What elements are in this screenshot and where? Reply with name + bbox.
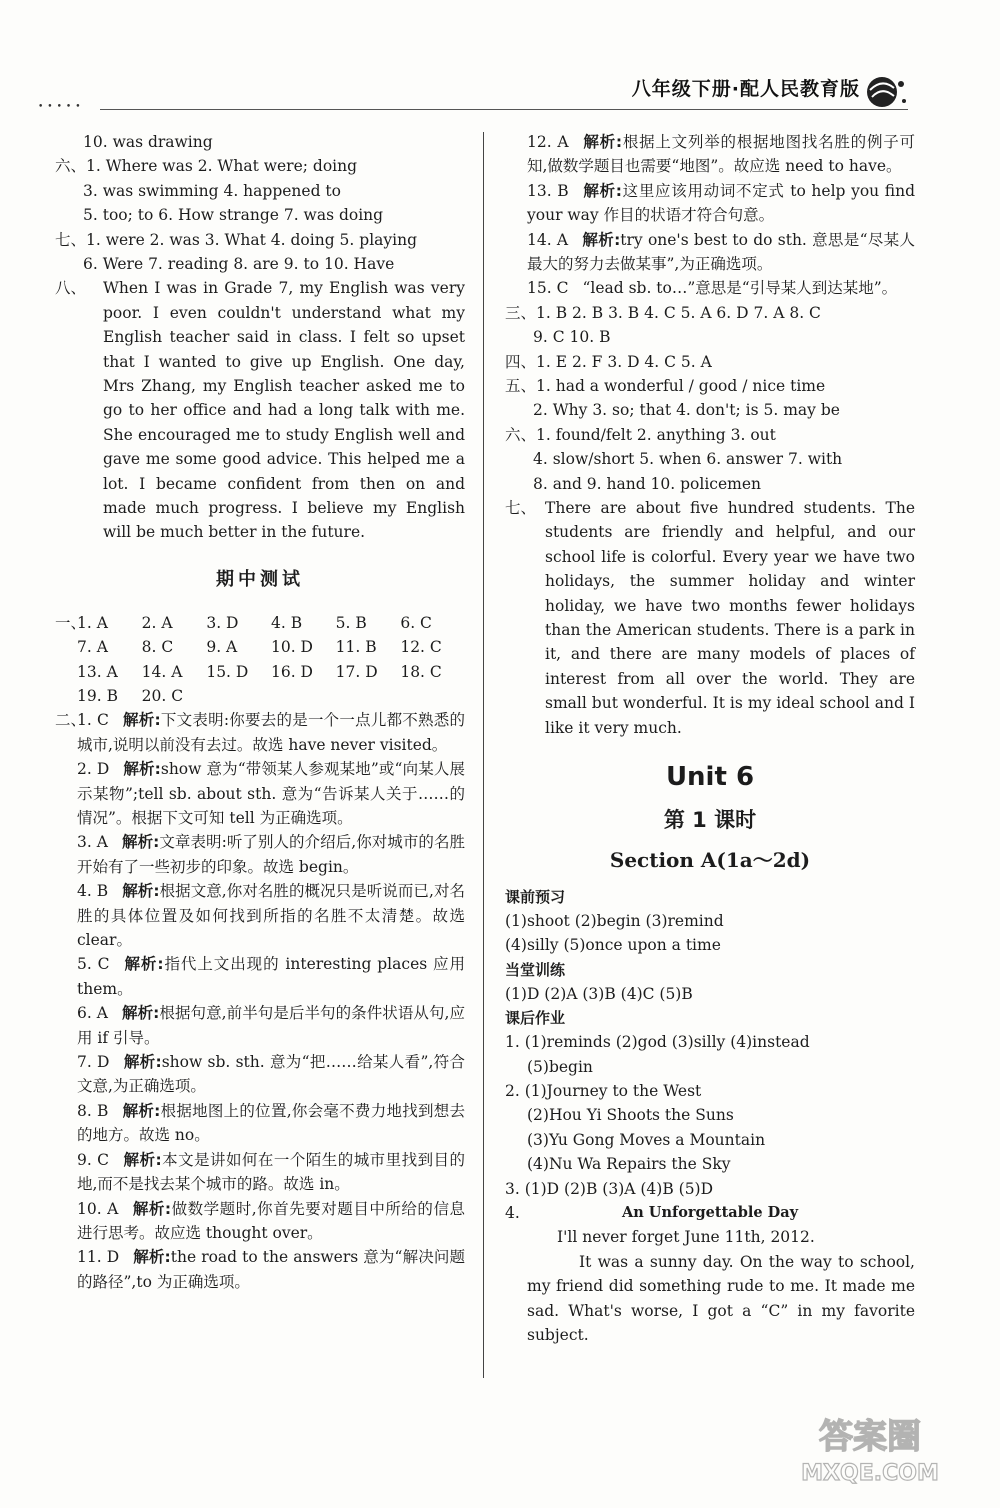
explanation-body xyxy=(77,1148,465,1197)
watermark-url: MXQE.COM xyxy=(801,1461,939,1486)
explanation-item xyxy=(55,1197,465,1246)
q4-number: 4. xyxy=(505,1203,520,1222)
explanation-prefix xyxy=(55,1148,77,1197)
homework-line: 3. (1)D (2)B (3)A (4)B (5)D xyxy=(505,1179,714,1198)
answer-line: 9. C 10. B xyxy=(533,328,611,347)
explanation-text: 做数学题时,你首先要对题目中所给的信息进行思考。故应选 thought over。 xyxy=(77,1199,465,1242)
mc-answer: 14. A xyxy=(141,662,183,681)
explanation-label: 解析: xyxy=(121,833,160,852)
watermark-text: 答案圈 xyxy=(819,1417,921,1457)
explanation-label: 解析: xyxy=(121,1004,160,1023)
explanation-prefix xyxy=(55,1099,77,1148)
explanation-body xyxy=(527,276,915,300)
midterm-title: 期中测试 xyxy=(216,568,304,590)
explanation-label: 解析: xyxy=(132,1199,172,1218)
right-essay-label: 七、 xyxy=(505,498,537,517)
answer-line: 3. was swimming 4. happened to xyxy=(83,181,341,200)
q4-title: An Unforgettable Day xyxy=(621,1203,799,1221)
explanation-body xyxy=(77,757,465,830)
explanation-item xyxy=(55,1245,465,1294)
explanation-text: 本文是讲如何在一个陌生的城市里找到目的地,而不是找去某个城市的路。故选 in。 xyxy=(77,1150,465,1194)
q4-paragraph-2: It was a sunny day. On the way to school, my friend did something rude to me. It made me sad. What's worse, I got a “C” in my favorite subject. xyxy=(527,1252,915,1344)
answer-line: 四、1. E 2. F 3. D 4. C 5. A xyxy=(505,352,712,371)
explanation-body xyxy=(527,228,915,277)
mc-answer: 10. D xyxy=(270,638,313,657)
right-essay xyxy=(505,496,915,740)
explanation-number: 1. C xyxy=(77,711,109,730)
homework-heading: 课后作业 xyxy=(505,1009,566,1028)
mc-answer: 4. B xyxy=(270,613,303,632)
explanation-body xyxy=(527,130,915,179)
mc-answer: 11. B xyxy=(335,638,377,657)
homework-line: (2)Hou Yi Shoots the Suns xyxy=(527,1106,734,1125)
answer-line: 8. and 9. hand 10. policemen xyxy=(533,474,762,493)
answer-line: 五、1. had a wonderful / good / nice time xyxy=(505,377,826,396)
explanation-body xyxy=(77,1197,465,1246)
answer-line: 六、1. Where was 2. What were; doing xyxy=(55,157,358,176)
explanation-number: 9. C xyxy=(77,1150,110,1169)
explanation-prefix xyxy=(55,1001,77,1050)
explanation-text: 根据地图上的位置,你会毫不费力地找到想去的地方。故选 no。 xyxy=(77,1101,465,1145)
explanation-prefix xyxy=(55,830,77,879)
left-answer-lines xyxy=(55,130,465,276)
mc-answer: 9. A xyxy=(206,638,238,657)
right-answer-lines xyxy=(505,301,915,496)
answer-line: 4. slow/short 5. when 6. answer 7. with xyxy=(533,450,843,469)
homework-lines xyxy=(505,1030,915,1201)
answer-line: 七、1. were 2. was 3. What 4. doing 5. playing xyxy=(55,230,418,249)
explanation-prefix: 二、 xyxy=(55,711,87,730)
explanation-item xyxy=(55,952,465,1001)
explanation-number: 13. B xyxy=(527,181,569,200)
preview-line: (4)silly (5)once upon a time xyxy=(505,936,721,955)
explanation-label: 解析: xyxy=(582,133,623,151)
explanation-text: the road to the answers 意为“解决问题的路径”,to 为正确选项。 xyxy=(77,1248,465,1291)
explanation-label: 解析: xyxy=(123,1150,162,1169)
explanation-text: 这里应该用动词不定式 to help you find your way 作目的状语才符合句意。 xyxy=(527,181,916,225)
explanation-number: 6. A xyxy=(77,1004,108,1023)
mc-answer: 7. A xyxy=(77,638,108,657)
mc-answer: 2. A xyxy=(141,613,173,632)
lesson-title: 第 1 课时 xyxy=(663,808,757,833)
header-dots: ••••• xyxy=(38,102,85,112)
explanation-number: 10. A xyxy=(77,1199,119,1218)
left-essay-label: 八、 xyxy=(55,279,87,298)
column-divider xyxy=(483,132,484,1378)
explanation-body xyxy=(77,1001,465,1050)
page-header-title: 八年级下册·配人民教育版 xyxy=(631,78,860,100)
homework-line: (4)Nu Wa Repairs the Sky xyxy=(527,1155,731,1174)
header-logo-icon xyxy=(860,70,908,110)
explanation-number: 3. A xyxy=(77,833,108,852)
answer-line: 三、1. B 2. B 3. B 4. C 5. A 6. D 7. A 8. C xyxy=(505,303,821,322)
explanation-text: show 意为“带领某人参观某地”或“向某人展示某物”;tell sb. about sth. 意为“告诉某人关于……的情况”。根据下文可知 tell 为正确选项。 xyxy=(77,760,465,827)
explanation-label: 解析: xyxy=(133,1248,171,1267)
explanation-prefix xyxy=(55,1050,77,1099)
explanation-body xyxy=(527,179,915,228)
mc-answer: 3. D xyxy=(206,613,239,632)
explanation-prefix xyxy=(505,276,527,300)
explanation-number: 5. C xyxy=(77,955,110,974)
explanation-number: 4. B xyxy=(77,882,109,901)
explanation-item xyxy=(55,708,465,757)
explanation-label: 解析: xyxy=(122,882,160,901)
explanation-body xyxy=(77,1245,465,1294)
explanation-prefix xyxy=(55,1245,77,1294)
explanation-text: try one's best to do sth. 意思是“尽某人最大的努力去做某事”,为正确选项。 xyxy=(527,230,915,274)
mc-answer: 19. B xyxy=(77,686,118,705)
mc-answer: 13. A xyxy=(77,662,118,681)
explanation-prefix xyxy=(505,228,527,277)
explanation-item xyxy=(505,130,915,179)
midterm-mc-answers xyxy=(55,611,465,709)
explanation-text: show sb. sth. 意为“把……给某人看”,符合文意,为正确选项。 xyxy=(77,1053,465,1096)
explanation-number: 8. B xyxy=(77,1101,109,1120)
explanation-label: 解析: xyxy=(122,1101,161,1120)
explanation-text: 文章表明:听了别人的介绍后,你对城市的名胜开始有了一些初步的印象。故选 begin。 xyxy=(77,833,466,876)
practice-line: (1)D (2)A (3)B (4)C (5)B xyxy=(505,984,693,1003)
right-column xyxy=(505,130,915,1347)
right-essay-text: There are about five hundred students. The students are friendly and helpful, and our school life is colorful. Every year we have two holidays, the summer holiday and winter holiday, we have two months fewer holidays than the American students. There is a park in it, and there are many models of places of interest from all over the world. They are small but wonderful. It is my ideal school and I like it very much. xyxy=(545,498,915,737)
mc-prefix: 一、 xyxy=(55,613,87,632)
explanation-label: 解析: xyxy=(123,955,164,974)
mc-answer: 18. C xyxy=(400,662,442,681)
explanation-number: 12. A xyxy=(527,133,569,151)
answer-line: 六、1. found/felt 2. anything 3. out xyxy=(505,425,776,444)
explanation-item xyxy=(55,757,465,830)
mc-answer: 1. A xyxy=(77,613,108,632)
explanation-prefix xyxy=(55,879,77,952)
explanation-item xyxy=(55,879,465,952)
explanation-item xyxy=(55,830,465,879)
q4-title-row xyxy=(505,1201,915,1225)
mc-answer: 5. B xyxy=(335,613,367,632)
left-essay-text: When I was in Grade 7, my English was very poor. I even couldn't understand what my English teacher said in class. I felt so upset that I wanted to give up English. One day, Mrs Zhang, my English teacher asked me to go to her office and had a long talk with me. She encouraged me to study English well and gave me some good advice. This helped me a lot. I became confident from then on and made much progress. I believe my English will be much better in the future. xyxy=(103,279,465,542)
explanation-label: 解析: xyxy=(123,1053,162,1072)
explanation-text: 指代上文出现的 interesting places 应用 them。 xyxy=(77,955,465,998)
answer-line: 5. too; to 6. How strange 7. was doing xyxy=(83,206,384,225)
left-essay xyxy=(55,276,465,544)
mc-grid xyxy=(77,611,465,709)
explanation-item xyxy=(505,276,915,300)
explanation-body xyxy=(77,952,465,1001)
explanation-body xyxy=(77,830,465,879)
explanation-label: 解析: xyxy=(122,711,161,730)
section-title: Section A(1a～2d) xyxy=(609,848,811,873)
explanation-prefix xyxy=(55,1197,77,1246)
explanation-prefix xyxy=(505,179,527,228)
unit-title: Unit 6 xyxy=(665,762,755,793)
explanation-number: 15. C xyxy=(527,279,569,298)
explanation-prefix xyxy=(55,952,77,1001)
preview-line: (1)shoot (2)begin (3)remind xyxy=(505,912,724,931)
explanation-number: 11. D xyxy=(77,1248,120,1267)
right-explanations xyxy=(505,130,915,301)
explanation-text: 下文表明:你要去的是一个一点儿都不熟悉的城市,说明以前没有去过。故选 have never visited。 xyxy=(77,711,465,754)
practice-heading: 当堂训练 xyxy=(505,960,566,979)
mc-answer: 17. D xyxy=(335,662,378,681)
explanation-label: 解析: xyxy=(123,760,161,779)
explanation-prefix xyxy=(505,130,527,179)
explanation-number: 2. D xyxy=(77,760,110,779)
explanation-item xyxy=(55,1099,465,1148)
homework-line: 2. (1)Journey to the West xyxy=(505,1081,702,1100)
mc-answer: 12. C xyxy=(400,638,442,657)
mc-answer: 16. D xyxy=(270,662,313,681)
answer-line: 6. Were 7. reading 8. are 9. to 10. Have xyxy=(83,254,395,273)
explanation-label: 解析: xyxy=(582,181,622,200)
mc-answer: 20. C xyxy=(141,686,184,705)
mc-answer: 6. C xyxy=(400,613,432,632)
homework-line: (5)begin xyxy=(527,1057,593,1076)
mc-answer: 8. C xyxy=(141,638,174,657)
explanation-body xyxy=(77,1050,465,1099)
explanation-text: 根据句意,前半句是后半句的条件状语从句,应用 if 引导。 xyxy=(77,1004,466,1047)
homework-line: (3)Yu Gong Moves a Mountain xyxy=(527,1130,766,1149)
explanation-number: 7. D xyxy=(77,1053,110,1072)
explanation-label: 解析: xyxy=(582,230,621,249)
answer-line: 2. Why 3. so; that 4. don't; is 5. may be xyxy=(533,401,840,420)
q4-paragraph-1: I'll never forget June 11th, 2012. xyxy=(557,1228,815,1247)
explanation-item xyxy=(505,228,915,277)
explanation-item xyxy=(55,1001,465,1050)
explanation-text: 根据文意,你对名胜的概况只是听说而已,对名胜的具体位置及如何找到所指的名胜不太清楚。故选 clear。 xyxy=(77,882,466,950)
explanation-number: 14. A xyxy=(527,230,569,249)
preview-heading: 课前预习 xyxy=(505,888,566,907)
explanation-item xyxy=(505,179,915,228)
answer-line: 10. was drawing xyxy=(83,133,213,151)
explanation-text: 根据上文列举的根据地图找名胜的例子可知,做数学题目也需要“地图”。故应选 need to have。 xyxy=(527,133,915,176)
explanation-item xyxy=(55,1050,465,1099)
explanation-body xyxy=(77,879,465,952)
explanation-body xyxy=(77,708,465,757)
homework-line: 1. (1)reminds (2)god (3)silly (4)instead xyxy=(505,1033,810,1052)
left-column xyxy=(55,130,465,1294)
header-rule xyxy=(100,109,908,110)
watermark-logo xyxy=(770,1408,970,1488)
left-explanations xyxy=(55,708,465,1294)
mc-answer: 15. D xyxy=(206,662,249,681)
explanation-prefix xyxy=(55,757,77,830)
explanation-body xyxy=(77,1099,465,1148)
explanation-item xyxy=(55,1148,465,1197)
explanation-text: “lead sb. to…”意思是“引导某人到达某地”。 xyxy=(582,279,898,298)
